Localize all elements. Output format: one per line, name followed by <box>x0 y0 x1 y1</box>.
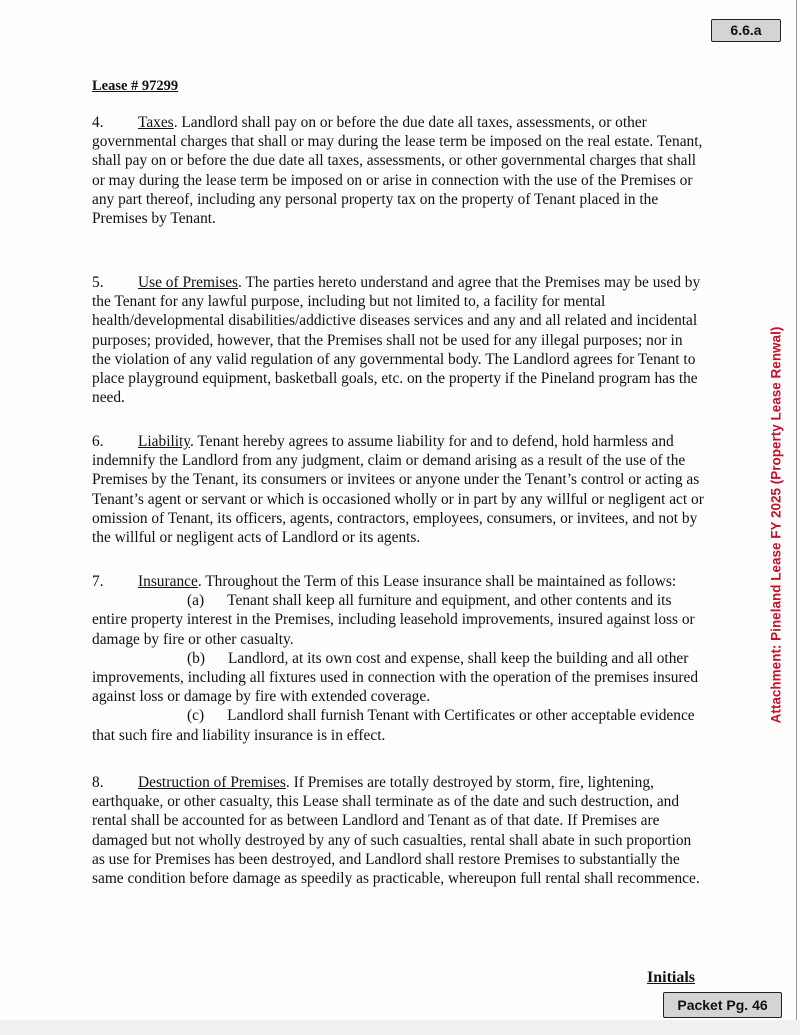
section-title: Use of Premises <box>138 274 239 291</box>
section-use-of-premises <box>92 273 704 407</box>
section-number: 6. <box>92 433 104 450</box>
section-liability <box>92 432 704 547</box>
section-body: . Throughout the Term of this Lease insurance shall be maintained as follows: <box>197 573 677 590</box>
section-taxes <box>92 113 704 228</box>
section-title: Destruction of Premises <box>138 774 286 791</box>
section-insurance <box>92 572 704 745</box>
right-border <box>796 0 797 1035</box>
section-number: 5. <box>92 274 104 291</box>
section-number: 7. <box>92 573 104 590</box>
packet-page-tag: Packet Pg. 46 <box>663 992 782 1018</box>
section-body: . Landlord shall pay on or before the due date all taxes, assessments, or other governmental charges that shall or may during the lease term be imposed on the real estate. Tenant, shall pay on or before the due date all taxes, assessments, or other governmental charges that shall or may during the lease term be imposed on or arise in connection with the use of the Premises or any part thereof, including any personal property tax on the property of Tenant placed in the Premises by Tenant. <box>92 114 703 228</box>
section-body: . Tenant hereby agrees to assume liability for and to defend, hold harmless and indemnify the Landlord from any judgment, claim or demand arising as a result of the use of the Premises by the Tenant, its consumers or invitees or anyone under the Tenant’s control or acting as Tenant’s agent or servant or which is occasioned wholly or in part by any willful or negligent act or omission of Tenant, its officers, agents, contractors, employees, consumers, or invitees, and not by the willful or negligent acts of Landlord or its agents. <box>92 433 704 547</box>
section-destruction-of-premises <box>92 773 704 888</box>
section-body: . If Premises are totally destroyed by storm, fire, lightening, earthquake, or other casualty, this Lease shall terminate as of the date and such destruction, and rental shall be accounted for as between Landlord and Tenant as of that date. If Premises are damaged but not wholly destroyed by any of such casualties, rental shall abate in such proportion as use for Premises has been destroyed, and Landlord shall restore Premises to substantially the same condition before damage as speedily as practicable, whereupon full rental shall recommence. <box>92 774 700 888</box>
attachment-side-label: Attachment: Pineland Lease FY 2025 (Property Lease Renwal) <box>768 326 784 724</box>
insurance-item-a: (a) Tenant shall keep all furniture and equipment, and other contents and its entire property interest in the Premises, including leasehold improvements, insured against loss or damage by fire or other casualty. <box>92 592 695 648</box>
lease-number: Lease # 97299 <box>92 78 179 94</box>
section-title: Liability <box>138 433 191 450</box>
section-title: Taxes <box>138 114 174 131</box>
section-number: 8. <box>92 774 104 791</box>
section-body: . The parties hereto understand and agree that the Premises may be used by the Tenant for any lawful purpose, including but not limited to, a facility for mental health/developmental disabilities/addictive diseases services and any and all related and incidental purposes; provided, however, that the Premises shall not be used for any illegal purposes; nor in the violation of any valid regulation of any governmental body. The Landlord agrees for Tenant to place playground equipment, basketball goals, etc. on the property if the Pineland program has the need. <box>92 274 701 407</box>
section-number: 4. <box>92 114 104 131</box>
agenda-item-tag: 6.6.a <box>711 19 781 42</box>
initials-label: Initials <box>647 969 696 986</box>
page-footer-strip <box>0 1020 800 1035</box>
insurance-item-b: (b) Landlord, at its own cost and expense, shall keep the building and all other improvements, including all fixtures used in connection with the operation of the premises insured against loss or damage by fire with extended coverage. <box>92 649 699 706</box>
insurance-item-c: (c) Landlord shall furnish Tenant with Certificates or other acceptable evidence that such fire and liability insurance is in effect. <box>92 707 695 744</box>
section-title: Insurance <box>138 573 198 590</box>
